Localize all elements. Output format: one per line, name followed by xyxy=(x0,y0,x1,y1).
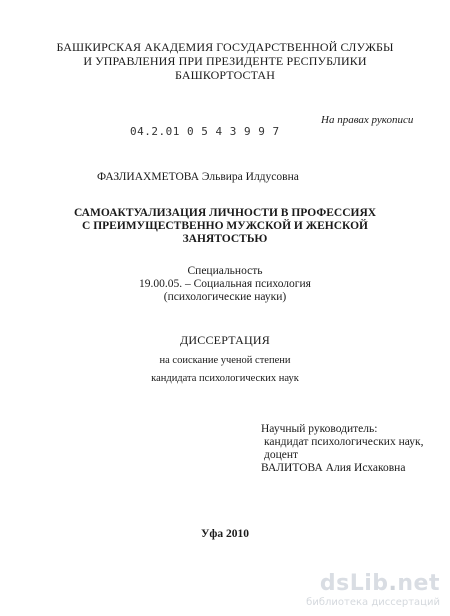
specialty-block xyxy=(0,265,450,304)
specialty-field: (психологические науки) xyxy=(163,291,287,303)
watermark-logo-dot: . xyxy=(388,571,398,596)
specialty-code: 19.00.05. – Социальная психология xyxy=(139,278,311,290)
title-line-3: ЗАНЯТОСТЬЮ xyxy=(182,233,268,245)
watermark-logo xyxy=(306,573,440,595)
manuscript-note: На правах рукописи xyxy=(321,114,414,126)
title-line-1: САМОАКТУАЛИЗАЦИЯ ЛИЧНОСТИ В ПРОФЕССИЯХ xyxy=(73,207,377,219)
registry-code: 04.2.01 0 5 4 3 9 9 7 xyxy=(130,125,280,138)
watermark xyxy=(306,573,440,608)
degree-line-1: на соискание ученой степени xyxy=(159,355,291,366)
watermark-logo-prefix: dsLib xyxy=(319,571,389,596)
advisor-degree: кандидат психологических наук, xyxy=(264,436,424,448)
degree-line-2: кандидата психологических наук xyxy=(151,373,299,384)
institution-line-2: И УПРАВЛЕНИЯ ПРИ ПРЕЗИДЕНТЕ РЕСПУБЛИКИ xyxy=(83,54,367,68)
advisor-name: ВАЛИТОВА Алия Исхаковна xyxy=(261,462,406,474)
dissertation-heading: ДИССЕРТАЦИЯ xyxy=(180,333,270,347)
city-year: Уфа 2010 xyxy=(200,528,250,540)
advisor-rank: доцент xyxy=(264,449,299,461)
watermark-subtitle: библиотека диссертаций xyxy=(306,597,440,608)
institution-line-3: БАШКОРТОСТАН xyxy=(175,68,275,82)
institution-line-1: БАШКИРСКАЯ АКАДЕМИЯ ГОСУДАРСТВЕННОЙ СЛУЖБЫ xyxy=(56,40,394,54)
advisor-label: Научный руководитель: xyxy=(261,423,378,435)
advisor-block xyxy=(261,423,423,475)
title-line-2: С ПРЕИМУЩЕСТВЕННО МУЖСКОЙ И ЖЕНСКОЙ xyxy=(82,220,368,232)
institution-header xyxy=(0,40,450,82)
dissertation-title xyxy=(0,207,450,246)
specialty-label: Специальность xyxy=(187,265,263,277)
watermark-logo-suffix: net xyxy=(397,571,440,596)
author-name: ФАЗЛИАХМЕТОВА Эльвира Илдусовна xyxy=(97,171,299,183)
